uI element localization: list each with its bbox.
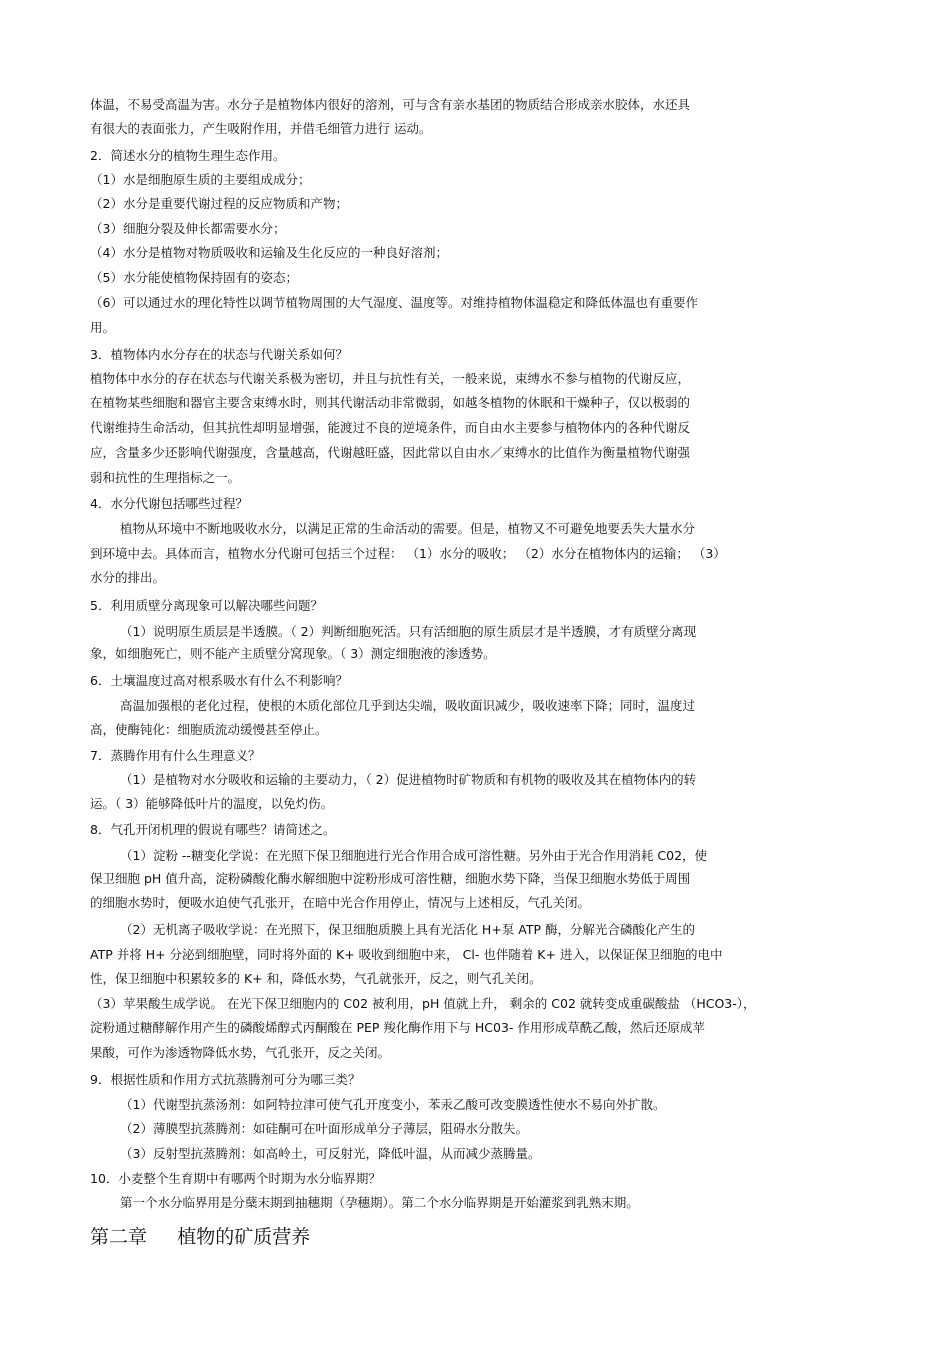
text-line: （3）反射型抗蒸腾剂：如高岭土，可反射光，降低叶温，从而减少蒸腾量。	[120, 1146, 541, 1161]
text-line: 代谢维持生命活动，但其抗性却明显增强，能渡过不良的逆境条件，而自由水主要参与植物体内的各种代谢反	[90, 420, 691, 435]
text-line: 保卫细胞 pH 值升高，淀粉磷酸化酶水解细胞中淀粉形成可溶性糖，细胞水势下降，当保卫细胞水势低于周围	[90, 871, 691, 886]
text-line: （1）水是细胞原生质的主要组成成分；	[90, 172, 311, 187]
question-heading: 6．土壤温度过高对根系吸水有什么不利影响？	[90, 673, 348, 688]
text-line: 高，使酶钝化：细胞质流动缓慢甚至停止。	[90, 722, 328, 737]
text-line: （1）代谢型抗蒸汤剂：如阿特拉津可使气孔开度变小，苯汞乙酸可改变膜透性使水不易向外扩散。	[120, 1097, 666, 1112]
text-line: （3）细胞分裂及伸长都需要水分；	[90, 221, 286, 236]
question-heading: 4．水分代谢包括哪些过程？	[90, 496, 248, 511]
question-heading: 9．根据性质和作用方式抗蒸腾剂可分为哪三类？	[90, 1072, 361, 1087]
text-line: 象，如细胞死亡，则不能产主质壁分窝现象。（ 3）测定细胞液的渗透势。	[90, 646, 496, 661]
text-line: （2）薄膜型抗蒸腾剂：如硅酮可在叶面形成单分子薄层，阻碍水分散失。	[120, 1121, 528, 1136]
question-heading: 2．简述水分的植物生理生态作用。	[90, 148, 286, 163]
question-heading: 7．蒸腾作用有什么生理意义？	[90, 748, 261, 763]
question-heading: 5．利用质壁分离现象可以解决哪些问题？	[90, 598, 323, 613]
text-line: （1）淀粉 --糖变化学说：在光照下保卫细胞进行光合作用合成可溶性糖。另外由于光合作用消耗 C02，使	[120, 848, 708, 863]
text-line: 第一个水分临界用是分蘖末期到抽穗期（孕穗期）。第二个水分临界期是开始灌浆到乳熟末期。	[120, 1195, 639, 1210]
text-line: （6）可以通过水的理化特性以调节植物周围的大气湿度、温度等。对维持植物体温稳定和降低体温也有重要作	[90, 295, 698, 310]
text-line: （2）水分是重要代谢过程的反应物质和产物；	[90, 196, 348, 211]
text-line: 高温加强根的老化过程，使根的木质化部位几乎到达尖端，吸收面识减少，吸收速率下降；同时，温度过	[120, 698, 696, 713]
text-line: 用。	[90, 320, 116, 335]
text-line: （4）水分是植物对物质吸收和运输及生化反应的一种良好溶剂；	[90, 245, 448, 260]
text-line: 应，含量多少还影响代谢强度，含量越高，代谢越旺盛，因此常以自由水／束缚水的比值作为衡量植物代谢强	[90, 445, 691, 460]
text-line: 水分的排出。	[90, 570, 166, 585]
text-line: 有很大的表面张力，产生吸附作用，并借毛细管力进行 运动。	[90, 121, 432, 136]
text-line: （2）无机离子吸收学说：在光照下，保卫细胞质膜上具有光活化 H+泵 ATP 酶，分解光合磷酸化产生的	[120, 922, 696, 937]
text-line: （5）水分能使植物保持固有的姿态；	[90, 270, 298, 285]
text-line: 的细胞水势时，便吸水迫使气孔张开，在暗中光合作用停止，情况与上述相反，气孔关闭。	[90, 895, 591, 910]
question-heading: 3．植物体内水分存在的状态与代谢关系如何？	[90, 347, 348, 362]
text-line: 果酸，可作为渗透物降低水势，气孔张开，反之关闭。	[90, 1045, 391, 1060]
text-line: 弱和抗性的生理指标之一。	[90, 470, 241, 485]
text-line: 在植物某些细胞和器官主要含束缚水时，则其代谢活动非常微弱，如越冬植物的休眠和干燥种子，仅以极弱的	[90, 395, 691, 410]
text-line: 体温，不易受高温为害。水分子是植物体内很好的溶剂，可与含有亲水基团的物质结合形成亲水胶体，水还具	[90, 97, 691, 112]
text-line: （1）是植物对水分吸收和运输的主要动力，（ 2）促进植物时矿物质和有机物的吸收及其在植物体内的转	[120, 772, 697, 787]
text-line: 性，保卫细胞中积累较多的 K+ 和，降低水势，气孔就张开，反之，则气孔关闭。	[90, 971, 542, 986]
chapter-heading: 第二章 植物的矿质营养	[90, 1226, 311, 1248]
text-line: 植物从环境中不断地吸收水分，以满足正常的生命活动的需要。但是，植物又不可避免地要丢失大量水分	[120, 521, 696, 536]
question-heading: 8．气孔开闭机理的假说有哪些？请简述之。	[90, 822, 336, 837]
text-line: （1）说明原生质层是半透膜。（ 2）判断细胞死活。只有活细胞的原生质层才是半透膜，才有质壁分离现	[120, 624, 697, 639]
text-line: （3）苹果酸生成学说。 在光下保卫细胞内的 C02 被利用，pH 值就上升， 剩余的 C02 就转变成重碳酸盐 （HCO3-），	[90, 996, 756, 1011]
text-line: 植物体中水分的存在状态与代谢关系极为密切，并且与抗性有关，一般来说，束缚水不参与植物的代谢反应，	[90, 371, 691, 386]
text-line: ATP 并将 H+ 分泌到细胞壁，同时将外面的 K+ 吸收到细胞中来， Cl- 也伴随着 K+ 进入，以保证保卫细胞的电中	[90, 947, 723, 962]
text-line: 淀粉通过糖酵解作用产生的磷酸烯醇式丙酮酸在 PEP 羧化酶作用下与 HC03- 作用形成草酰乙酸，然后还原成苹	[90, 1020, 705, 1035]
text-line: 到环境中去。具体而言，植物水分代谢可包括三个过程： （1）水分的吸收； （2）水分在植物体内的运输； （3）	[90, 546, 726, 561]
text-line: 运。（ 3）能够降低叶片的温度，以免灼伤。	[90, 796, 334, 811]
question-heading: 10．小麦整个生育期中有哪两个时期为水分临界期？	[90, 1171, 381, 1186]
